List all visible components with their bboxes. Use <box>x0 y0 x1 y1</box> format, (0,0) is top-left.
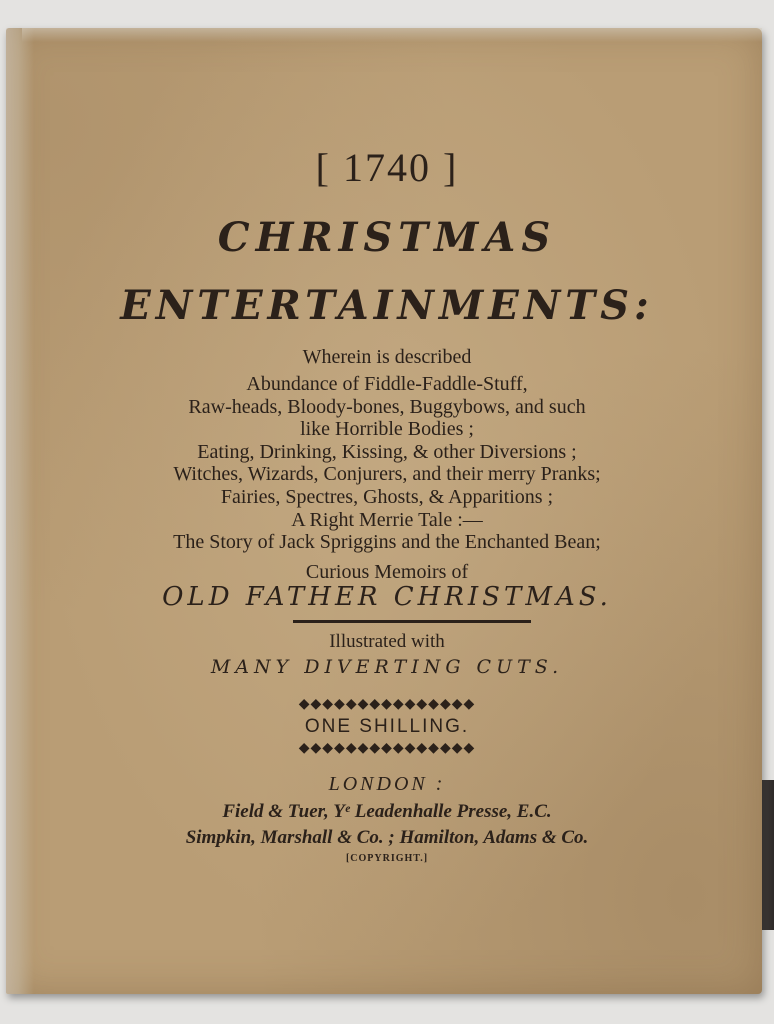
imprint-publisher-1: Field & Tuer, Yᵉ Leadenhalle Presse, E.C. <box>222 801 552 822</box>
body-line: Fairies, Spectres, Ghosts, & Apparitions ; <box>220 486 554 508</box>
imprint-publisher-2: Simpkin, Marshall & Co. ; Hamilton, Adams & Co. <box>185 827 589 848</box>
body-line: like Horrible Bodies ; <box>300 418 474 440</box>
cover-title-line-1: CHRISTMAS <box>217 214 557 261</box>
diverting-cuts: MANY DIVERTING CUTS. <box>210 656 564 678</box>
copyright-notice: [COPYRIGHT.] <box>345 853 429 864</box>
ornament-row-bottom: ◆◆◆◆◆◆◆◆◆◆◆◆◆◆◆ <box>298 741 476 756</box>
cover-year: [ 1740 ] <box>315 145 459 190</box>
ornament-row-top: ◆◆◆◆◆◆◆◆◆◆◆◆◆◆◆ <box>298 697 476 712</box>
body-line: Raw-heads, Bloody-bones, Buggybows, and such <box>188 396 586 418</box>
body-line: Wherein is described <box>302 346 472 368</box>
old-father-christmas: OLD FATHER CHRISTMAS. <box>162 582 612 612</box>
body-line: Curious Memoirs of <box>305 561 469 583</box>
cover-title-line-2: ENTERTAINMENTS: <box>120 282 654 329</box>
body-line: The Story of Jack Spriggins and the Enchanted Bean; <box>173 531 601 553</box>
body-line: A Right Merrie Tale :— <box>291 509 483 531</box>
imprint-city: LONDON : <box>328 773 446 795</box>
body-line: Abundance of Fiddle-Faddle-Stuff, <box>246 373 528 395</box>
price-label: ONE SHILLING. <box>304 716 470 737</box>
body-line: Witches, Wizards, Conjurers, and their merry Pranks; <box>173 463 601 485</box>
illustrated-with: Illustrated with <box>329 631 445 652</box>
body-line: Eating, Drinking, Kissing, & other Diversions ; <box>197 441 577 463</box>
divider-rule <box>293 620 531 623</box>
